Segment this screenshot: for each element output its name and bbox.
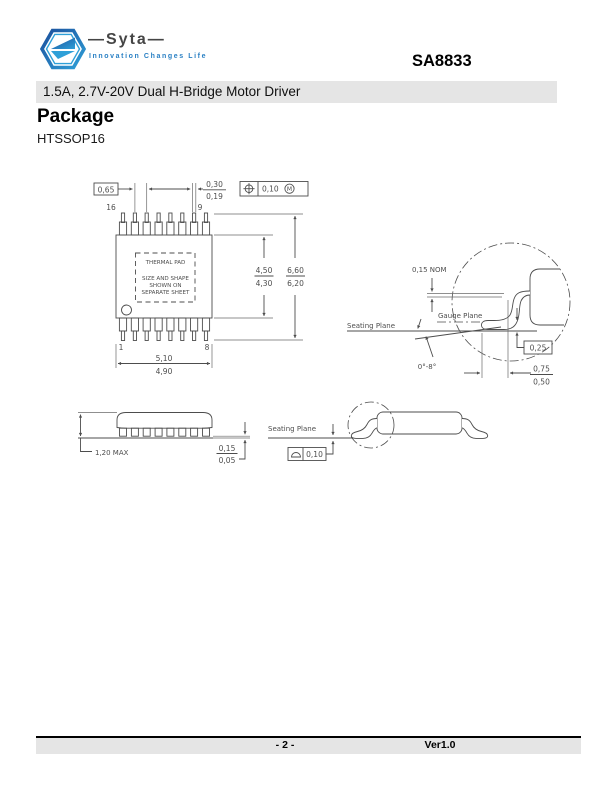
seating-plane-symbol-icon	[292, 453, 301, 458]
seating-plane-label: Seating Plane	[347, 322, 396, 330]
bottom-pins	[119, 318, 209, 341]
position-symbol-icon	[243, 183, 254, 194]
svg-text:0°-8°: 0°-8°	[417, 363, 437, 371]
svg-text:4,30: 4,30	[255, 279, 273, 288]
svg-text:0,25: 0,25	[529, 343, 547, 353]
svg-text:6,60: 6,60	[287, 266, 304, 275]
package-height-dimension	[78, 413, 129, 458]
lead-span-dimension	[286, 216, 305, 338]
thermal-pad-note: THERMAL PAD	[145, 260, 186, 266]
pin-9-label: 9	[197, 203, 203, 212]
svg-text:4,50: 4,50	[255, 266, 273, 275]
svg-text:0,30: 0,30	[206, 180, 223, 189]
top-view	[94, 180, 308, 376]
version-label: Ver1.0	[424, 739, 456, 751]
package-outline-drawing	[0, 160, 612, 490]
logo-hexagon-icon	[40, 26, 86, 72]
pin-8-label: 8	[204, 343, 210, 352]
page-number: - 2 -	[275, 739, 295, 751]
package-body-profile	[377, 412, 462, 434]
section-heading: Package	[37, 106, 115, 127]
document-title-bar: 1.5A, 2.7V-20V Dual H-Bridge Motor Driver	[36, 81, 557, 103]
svg-text:0,50: 0,50	[533, 377, 550, 387]
side-view-pins	[120, 428, 210, 436]
seating-plane-view	[268, 402, 488, 461]
package-name: HTSSOP16	[37, 131, 105, 146]
right-lead	[462, 419, 488, 439]
svg-text:0,05: 0,05	[218, 456, 236, 465]
svg-text:0,15 NOM: 0,15 NOM	[412, 266, 447, 274]
pin-16-label: 16	[106, 203, 116, 212]
seating-plane-label-2: Seating Plane	[268, 425, 317, 433]
side-view	[78, 413, 250, 466]
foot-angle-dimension	[418, 337, 436, 372]
svg-text:0,10: 0,10	[262, 184, 279, 194]
svg-text:SHOWN ON: SHOWN ON	[149, 283, 182, 289]
mmc-modifier-icon	[285, 184, 294, 193]
lead-thickness-dimension	[412, 266, 504, 312]
body-length-dimension	[116, 344, 212, 376]
top-pins	[119, 213, 209, 235]
brand-tagline: Innovation Changes Life	[89, 53, 208, 60]
part-number: SA8833	[412, 52, 472, 70]
svg-text:4,90: 4,90	[155, 367, 173, 376]
brand-name: —Syta—	[88, 31, 166, 48]
left-lead	[351, 419, 377, 439]
svg-text:0,15: 0,15	[218, 444, 236, 453]
body-width-dimension	[214, 214, 303, 340]
svg-text:M: M	[286, 186, 293, 193]
svg-text:0,65: 0,65	[97, 185, 115, 195]
pin-1-label: 1	[118, 343, 124, 352]
svg-text:6,20: 6,20	[287, 279, 304, 288]
svg-text:0,75: 0,75	[533, 364, 550, 374]
svg-text:1,20 MAX: 1,20 MAX	[95, 449, 129, 457]
svg-text:5,10: 5,10	[155, 354, 173, 363]
footer-bar	[36, 736, 581, 754]
position-tolerance-frame	[240, 182, 308, 197]
gauge-plane-label: Gauge Plane	[438, 312, 483, 320]
pin1-index-mark	[122, 305, 132, 315]
svg-text:0,10: 0,10	[306, 450, 323, 459]
svg-text:0,19: 0,19	[206, 192, 223, 201]
standoff-dimension	[213, 422, 250, 465]
lead-detail-view	[347, 243, 570, 387]
seating-plane-tolerance-frame	[288, 448, 326, 461]
svg-text:SEPARATE SHEET: SEPARATE SHEET	[141, 290, 190, 296]
svg-text:SIZE AND SHAPE: SIZE AND SHAPE	[142, 276, 189, 282]
